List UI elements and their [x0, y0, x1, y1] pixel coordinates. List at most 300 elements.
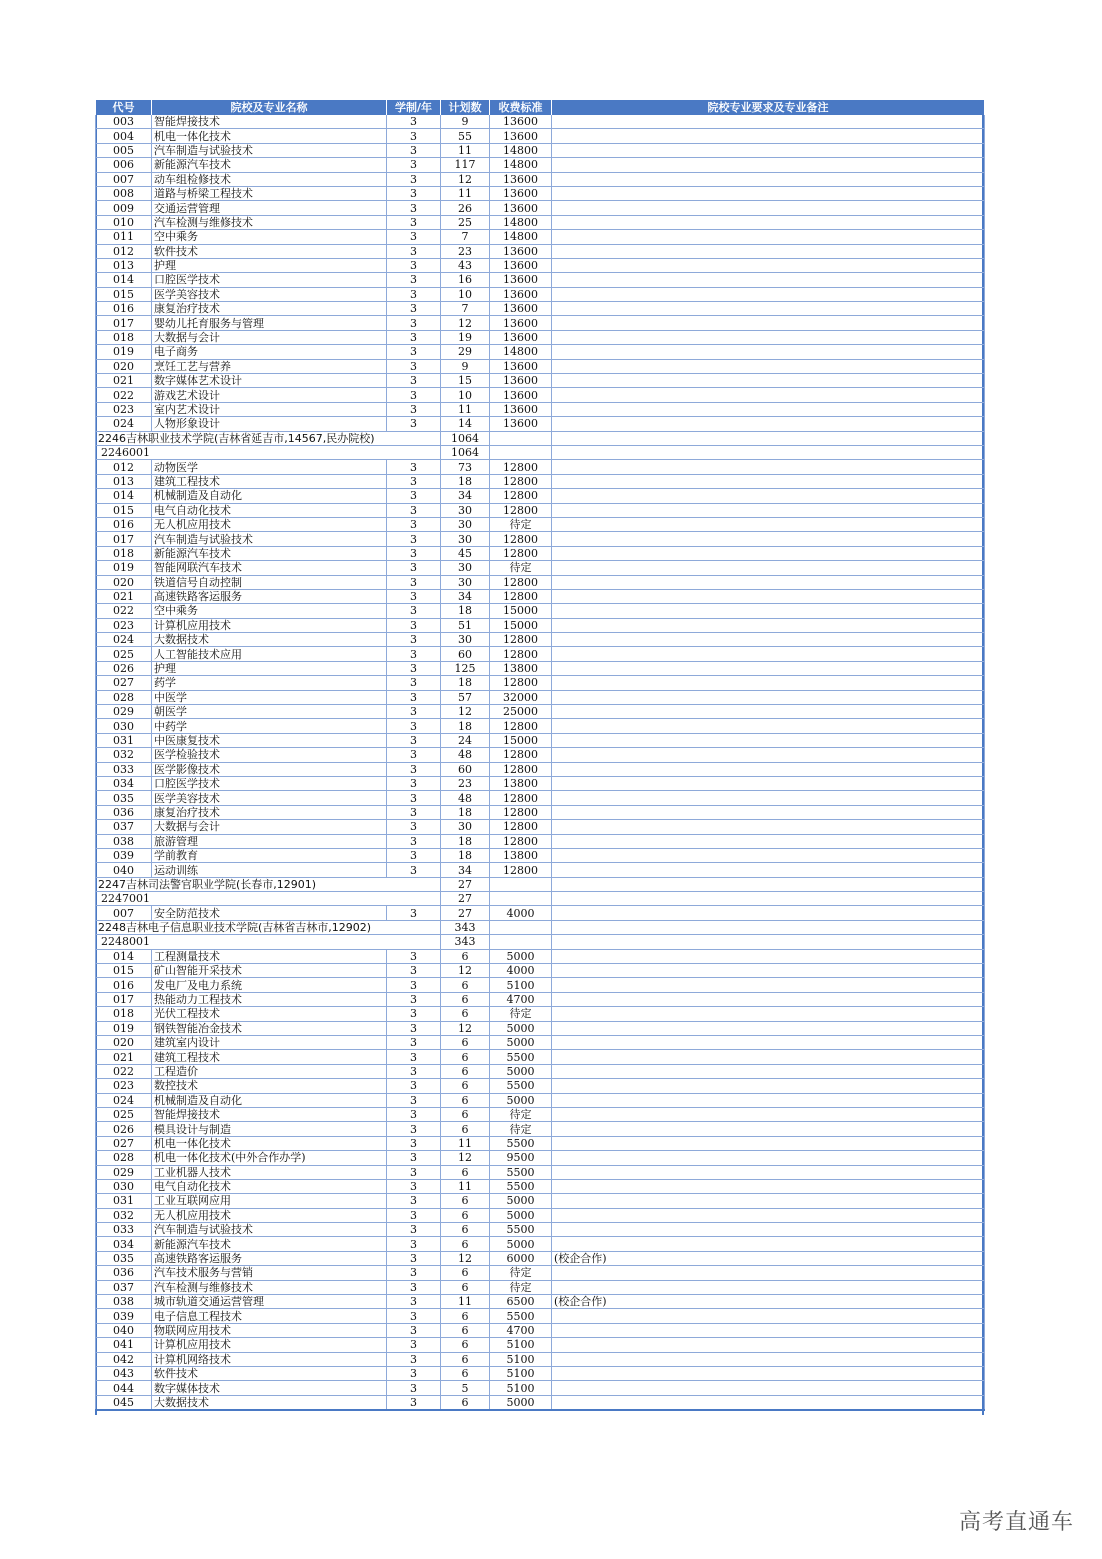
major-note	[552, 1122, 985, 1136]
major-note: (校企合作)	[552, 1295, 985, 1309]
major-note	[552, 172, 985, 186]
major-fee: 14800	[490, 143, 552, 157]
major-row	[96, 906, 985, 920]
major-note	[552, 330, 985, 344]
major-code: 019	[96, 561, 152, 575]
major-years: 3	[387, 604, 441, 618]
major-code: 006	[96, 158, 152, 172]
major-code: 037	[96, 820, 152, 834]
major-fee: 9500	[490, 1151, 552, 1165]
major-note	[552, 676, 985, 690]
major-row	[96, 1266, 985, 1280]
major-fee: 13600	[490, 115, 552, 129]
major-plan: 18	[441, 719, 490, 733]
major-years: 3	[387, 1007, 441, 1021]
major-note	[552, 1381, 985, 1395]
major-plan: 11	[441, 186, 490, 200]
major-row	[96, 474, 985, 488]
major-code: 027	[96, 676, 152, 690]
major-plan: 60	[441, 762, 490, 776]
major-name: 软件技术	[152, 1366, 387, 1380]
major-code: 008	[96, 186, 152, 200]
major-code: 017	[96, 532, 152, 546]
major-note	[552, 719, 985, 733]
major-plan: 117	[441, 158, 490, 172]
major-name: 数控技术	[152, 1079, 387, 1093]
major-code: 003	[96, 115, 152, 129]
major-name: 交通运营管理	[152, 201, 387, 215]
school-name: 2246吉林职业技术学院(吉林省延吉市,14567,民办院校)	[96, 431, 441, 445]
major-note	[552, 460, 985, 474]
school-fee-empty	[490, 877, 552, 891]
school-note-empty	[552, 877, 985, 891]
major-fee: 13600	[490, 172, 552, 186]
major-fee: 12800	[490, 474, 552, 488]
major-note	[552, 1136, 985, 1150]
major-name: 医学影像技术	[152, 762, 387, 776]
major-name: 电子信息工程技术	[152, 1309, 387, 1323]
major-note	[552, 705, 985, 719]
major-years: 3	[387, 489, 441, 503]
major-plan: 6	[441, 1208, 490, 1222]
major-years: 3	[387, 1251, 441, 1265]
major-note	[552, 690, 985, 704]
major-years: 3	[387, 1266, 441, 1280]
major-note	[552, 1007, 985, 1021]
major-years: 3	[387, 517, 441, 531]
major-code: 016	[96, 978, 152, 992]
major-name: 汽车检测与维修技术	[152, 215, 387, 229]
major-row	[96, 1194, 985, 1208]
major-years: 3	[387, 748, 441, 762]
major-years: 3	[387, 1107, 441, 1121]
major-plan: 6	[441, 1036, 490, 1050]
major-years: 3	[387, 964, 441, 978]
major-row	[96, 302, 985, 316]
major-fee: 5100	[490, 978, 552, 992]
major-plan: 6	[441, 1064, 490, 1078]
major-years: 3	[387, 330, 441, 344]
school-row	[96, 920, 985, 934]
major-name: 汽车制造与试验技术	[152, 143, 387, 157]
major-fee: 32000	[490, 690, 552, 704]
major-fee: 14800	[490, 215, 552, 229]
major-code: 019	[96, 1021, 152, 1035]
major-name: 电气自动化技术	[152, 503, 387, 517]
major-years: 3	[387, 215, 441, 229]
major-fee: 12800	[490, 460, 552, 474]
major-note	[552, 992, 985, 1006]
major-code: 026	[96, 1122, 152, 1136]
major-fee: 13800	[490, 848, 552, 862]
major-plan: 43	[441, 258, 490, 272]
major-code: 021	[96, 1050, 152, 1064]
major-plan: 24	[441, 733, 490, 747]
major-name: 工程测量技术	[152, 949, 387, 963]
major-code: 019	[96, 345, 152, 359]
major-name: 建筑室内设计	[152, 1036, 387, 1050]
major-fee: 5100	[490, 1352, 552, 1366]
major-code: 007	[96, 172, 152, 186]
major-name: 大数据与会计	[152, 330, 387, 344]
major-row	[96, 575, 985, 589]
major-plan: 34	[441, 489, 490, 503]
major-name: 口腔医学技术	[152, 273, 387, 287]
major-plan: 12	[441, 705, 490, 719]
major-note	[552, 561, 985, 575]
major-fee: 12800	[490, 791, 552, 805]
major-years: 3	[387, 1122, 441, 1136]
major-code: 025	[96, 1107, 152, 1121]
major-row	[96, 618, 985, 632]
major-name: 汽车检测与维修技术	[152, 1280, 387, 1294]
major-fee: 5500	[490, 1165, 552, 1179]
major-row	[96, 848, 985, 862]
major-plan: 60	[441, 647, 490, 661]
major-code: 024	[96, 1093, 152, 1107]
major-note	[552, 546, 985, 560]
major-name: 大数据技术	[152, 633, 387, 647]
major-fee: 5500	[490, 1050, 552, 1064]
major-years: 3	[387, 1151, 441, 1165]
major-plan: 11	[441, 402, 490, 416]
major-note	[552, 115, 985, 129]
major-row	[96, 834, 985, 848]
major-plan: 10	[441, 388, 490, 402]
major-years: 3	[387, 762, 441, 776]
major-row	[96, 1165, 985, 1179]
major-row	[96, 330, 985, 344]
major-fee: 13600	[490, 316, 552, 330]
major-fee: 12800	[490, 546, 552, 560]
major-note	[552, 1079, 985, 1093]
major-name: 康复治疗技术	[152, 302, 387, 316]
major-fee: 14800	[490, 230, 552, 244]
major-note	[552, 503, 985, 517]
major-note	[552, 1338, 985, 1352]
major-fee: 6500	[490, 1295, 552, 1309]
batch-plan-total: 27	[441, 892, 490, 906]
major-years: 3	[387, 633, 441, 647]
major-note	[552, 230, 985, 244]
major-row	[96, 863, 985, 877]
major-code: 023	[96, 1079, 152, 1093]
major-fee: 5100	[490, 1366, 552, 1380]
major-name: 城市轨道交通运营管理	[152, 1295, 387, 1309]
major-code: 020	[96, 575, 152, 589]
major-plan: 9	[441, 359, 490, 373]
major-name: 药学	[152, 676, 387, 690]
major-code: 039	[96, 848, 152, 862]
major-note	[552, 201, 985, 215]
major-note	[552, 1223, 985, 1237]
batch-plan-total: 1064	[441, 445, 490, 459]
major-plan: 6	[441, 1093, 490, 1107]
major-row	[96, 532, 985, 546]
major-fee: 5000	[490, 1208, 552, 1222]
major-fee: 5000	[490, 1194, 552, 1208]
major-row	[96, 748, 985, 762]
batch-note-empty	[552, 445, 985, 459]
major-years: 3	[387, 589, 441, 603]
batch-code: 2247001	[96, 892, 441, 906]
major-row	[96, 791, 985, 805]
major-code: 011	[96, 230, 152, 244]
major-years: 3	[387, 532, 441, 546]
major-years: 3	[387, 1352, 441, 1366]
major-plan: 18	[441, 848, 490, 862]
major-row	[96, 1208, 985, 1222]
major-name: 机电一体化技术	[152, 129, 387, 143]
major-plan: 23	[441, 244, 490, 258]
major-row	[96, 417, 985, 431]
major-plan: 6	[441, 1309, 490, 1323]
major-code: 034	[96, 1237, 152, 1251]
major-name: 旅游管理	[152, 834, 387, 848]
major-row	[96, 647, 985, 661]
major-note	[552, 517, 985, 531]
major-row	[96, 143, 985, 157]
major-years: 3	[387, 129, 441, 143]
major-note	[552, 820, 985, 834]
major-row	[96, 733, 985, 747]
major-name: 汽车制造与试验技术	[152, 1223, 387, 1237]
major-code: 016	[96, 517, 152, 531]
school-fee-empty	[490, 431, 552, 445]
major-row	[96, 1007, 985, 1021]
major-code: 035	[96, 791, 152, 805]
header-note: 院校专业要求及专业备注	[552, 100, 985, 115]
major-name: 无人机应用技术	[152, 1208, 387, 1222]
major-years: 3	[387, 863, 441, 877]
major-fee: 13800	[490, 661, 552, 675]
major-row	[96, 561, 985, 575]
major-years: 3	[387, 273, 441, 287]
major-fee: 5000	[490, 949, 552, 963]
major-fee: 12800	[490, 532, 552, 546]
major-row	[96, 460, 985, 474]
major-row	[96, 258, 985, 272]
major-name: 光伏工程技术	[152, 1007, 387, 1021]
major-note	[552, 1107, 985, 1121]
major-row	[96, 517, 985, 531]
major-years: 3	[387, 316, 441, 330]
major-fee: 5500	[490, 1309, 552, 1323]
major-years: 3	[387, 561, 441, 575]
major-note	[552, 402, 985, 416]
major-code: 036	[96, 1266, 152, 1280]
major-years: 3	[387, 158, 441, 172]
major-years: 3	[387, 417, 441, 431]
major-note	[552, 1194, 985, 1208]
major-years: 3	[387, 1237, 441, 1251]
major-fee: 14800	[490, 158, 552, 172]
major-years: 3	[387, 115, 441, 129]
major-code: 029	[96, 1165, 152, 1179]
major-plan: 12	[441, 316, 490, 330]
major-years: 3	[387, 1309, 441, 1323]
major-note	[552, 489, 985, 503]
major-row	[96, 1122, 985, 1136]
major-plan: 6	[441, 978, 490, 992]
major-fee: 13600	[490, 258, 552, 272]
major-plan: 6	[441, 1352, 490, 1366]
major-fee: 待定	[490, 1122, 552, 1136]
major-code: 027	[96, 1136, 152, 1150]
batch-note-empty	[552, 892, 985, 906]
major-code: 032	[96, 748, 152, 762]
major-plan: 18	[441, 805, 490, 819]
batch-fee-empty	[490, 445, 552, 459]
major-row	[96, 316, 985, 330]
major-years: 3	[387, 1179, 441, 1193]
major-note	[552, 949, 985, 963]
major-code: 035	[96, 1251, 152, 1265]
major-row	[96, 230, 985, 244]
major-fee: 12800	[490, 863, 552, 877]
major-code: 009	[96, 201, 152, 215]
major-name: 中药学	[152, 719, 387, 733]
major-code: 037	[96, 1280, 152, 1294]
major-plan: 30	[441, 532, 490, 546]
major-row	[96, 172, 985, 186]
major-years: 3	[387, 1064, 441, 1078]
major-row	[96, 589, 985, 603]
major-row	[96, 690, 985, 704]
major-note	[552, 848, 985, 862]
major-code: 015	[96, 964, 152, 978]
major-code: 024	[96, 417, 152, 431]
major-plan: 19	[441, 330, 490, 344]
major-row	[96, 719, 985, 733]
major-name: 无人机应用技术	[152, 517, 387, 531]
major-note	[552, 532, 985, 546]
major-row	[96, 1136, 985, 1150]
header-plan: 计划数	[441, 100, 490, 115]
major-plan: 12	[441, 172, 490, 186]
major-note	[552, 158, 985, 172]
major-fee: 13600	[490, 186, 552, 200]
major-row	[96, 273, 985, 287]
major-note	[552, 1179, 985, 1193]
major-note	[552, 964, 985, 978]
major-fee: 13600	[490, 273, 552, 287]
major-note	[552, 748, 985, 762]
major-row	[96, 244, 985, 258]
major-fee: 5500	[490, 1079, 552, 1093]
major-note	[552, 129, 985, 143]
batch-fee-empty	[490, 935, 552, 949]
major-row	[96, 201, 985, 215]
major-name: 机电一体化技术	[152, 1136, 387, 1150]
major-name: 数字媒体技术	[152, 1381, 387, 1395]
major-code: 007	[96, 906, 152, 920]
major-years: 3	[387, 230, 441, 244]
major-code: 044	[96, 1381, 152, 1395]
major-years: 3	[387, 345, 441, 359]
major-plan: 11	[441, 1136, 490, 1150]
major-note	[552, 1093, 985, 1107]
major-years: 3	[387, 1208, 441, 1222]
major-years: 3	[387, 661, 441, 675]
major-name: 智能焊接技术	[152, 115, 387, 129]
major-name: 运动训练	[152, 863, 387, 877]
major-note	[552, 863, 985, 877]
major-name: 机械制造及自动化	[152, 489, 387, 503]
major-row	[96, 489, 985, 503]
major-plan: 6	[441, 1223, 490, 1237]
major-row	[96, 604, 985, 618]
school-name: 2248吉林电子信息职业技术学院(吉林省吉林市,12902)	[96, 920, 441, 934]
batch-row	[96, 892, 985, 906]
major-plan: 48	[441, 791, 490, 805]
major-years: 3	[387, 302, 441, 316]
major-note	[552, 388, 985, 402]
major-plan: 6	[441, 1007, 490, 1021]
major-years: 3	[387, 1395, 441, 1410]
major-name: 烹饪工艺与营养	[152, 359, 387, 373]
major-note	[552, 1165, 985, 1179]
major-name: 空中乘务	[152, 230, 387, 244]
major-plan: 12	[441, 1151, 490, 1165]
school-note-empty	[552, 431, 985, 445]
major-years: 3	[387, 1338, 441, 1352]
major-fee: 5000	[490, 1064, 552, 1078]
major-years: 3	[387, 1280, 441, 1294]
major-name: 物联网应用技术	[152, 1323, 387, 1337]
major-code: 010	[96, 215, 152, 229]
major-code: 017	[96, 992, 152, 1006]
major-plan: 14	[441, 417, 490, 431]
major-plan: 11	[441, 1295, 490, 1309]
major-row	[96, 1323, 985, 1337]
major-years: 3	[387, 949, 441, 963]
major-plan: 26	[441, 201, 490, 215]
major-code: 033	[96, 762, 152, 776]
major-plan: 30	[441, 517, 490, 531]
major-row	[96, 805, 985, 819]
major-code: 016	[96, 302, 152, 316]
major-note	[552, 1237, 985, 1251]
major-code: 018	[96, 546, 152, 560]
major-note	[552, 1395, 985, 1410]
major-code: 028	[96, 690, 152, 704]
header-code: 代号	[96, 100, 152, 115]
major-row	[96, 129, 985, 143]
major-plan: 6	[441, 1237, 490, 1251]
major-note	[552, 1266, 985, 1280]
major-fee: 4000	[490, 906, 552, 920]
major-plan: 30	[441, 503, 490, 517]
major-fee: 12800	[490, 805, 552, 819]
major-fee: 5500	[490, 1223, 552, 1237]
admission-plan-sheet	[95, 100, 984, 1411]
major-name: 大数据技术	[152, 1395, 387, 1410]
major-name: 护理	[152, 661, 387, 675]
major-years: 3	[387, 805, 441, 819]
major-plan: 12	[441, 1021, 490, 1035]
major-code: 029	[96, 705, 152, 719]
major-plan: 23	[441, 776, 490, 790]
major-plan: 30	[441, 561, 490, 575]
major-row	[96, 1050, 985, 1064]
major-years: 3	[387, 172, 441, 186]
major-row	[96, 820, 985, 834]
major-note	[552, 1050, 985, 1064]
major-code: 022	[96, 604, 152, 618]
major-row	[96, 1021, 985, 1035]
major-name: 电子商务	[152, 345, 387, 359]
